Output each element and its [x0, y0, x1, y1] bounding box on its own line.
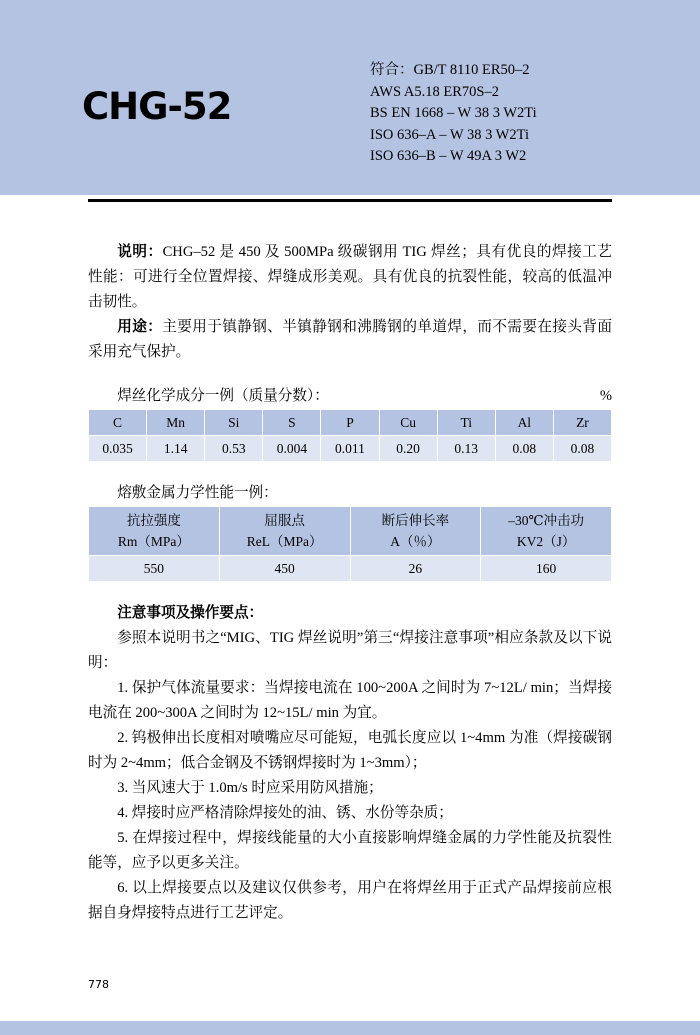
composition-header-al: Al — [495, 410, 553, 436]
usage-paragraph — [88, 315, 612, 365]
composition-table — [88, 409, 612, 462]
standard-2: BS EN 1668 – W 38 3 W2Ti — [370, 105, 537, 121]
table-header-row — [89, 507, 612, 556]
mechanical-value-yield: 450 — [219, 556, 350, 582]
composition-header-mn: Mn — [147, 410, 205, 436]
description-label: 说明： — [117, 244, 163, 260]
notes-item-1: 1. 保护气体流量要求：当焊接电流在 100~200A 之间时为 7~12L/ min；当焊接电流在 200~300A 之间时为 12~15L/ min 为宜。 — [88, 680, 612, 721]
mechanical-header-impact-line2: KV2（J） — [516, 534, 576, 549]
notes-item-5: 5. 在焊接过程中，焊接线能量的大小直接影响焊缝金属的力学性能及抗裂性能等，应予以更多关注。 — [88, 830, 612, 871]
notes-item-2: 2. 钨极伸出长度相对喷嘴应尽可能短，电弧长度应以 1~4mm 为准（焊接碳钢时为 2~4mm；低合金钢及不锈钢焊接时为 1~3mm）； — [88, 730, 612, 771]
description-text: CHG–52 是 450 及 500MPa 级碳钢用 TIG 焊丝；具有优良的焊接工艺性能：可进行全位置焊接、焊缝成形美观。具有优良的抗裂性能，较高的低温冲击韧性。 — [88, 244, 612, 310]
table-header-row — [89, 410, 612, 436]
composition-value-s: 0.004 — [263, 436, 321, 462]
mechanical-header-elongation — [350, 507, 481, 556]
composition-header-p: P — [321, 410, 379, 436]
mechanical-header-tensile-line2: Rm（MPa） — [117, 534, 190, 549]
composition-header-ti: Ti — [437, 410, 495, 436]
mechanical-header-tensile — [89, 507, 220, 556]
notes-title: 注意事项及操作要点： — [117, 605, 264, 621]
composition-header-cu: Cu — [379, 410, 437, 436]
description-paragraph — [88, 240, 612, 315]
spacer-1 — [88, 365, 612, 384]
table-row — [89, 436, 612, 462]
usage-label: 用途： — [117, 319, 163, 335]
standard-4: ISO 636–B – W 49A 3 W2 — [370, 148, 527, 164]
notes-item-4: 4. 焊接时应严格清除焊接处的油、锈、水份等杂质； — [117, 805, 453, 821]
mechanical-value-tensile: 550 — [89, 556, 220, 582]
composition-value-mn: 1.14 — [147, 436, 205, 462]
mechanical-header-tensile-line1: 抗拉强度 — [126, 513, 181, 528]
mechanical-value-elongation: 26 — [350, 556, 481, 582]
standards-row-0 — [370, 60, 537, 82]
standards-row-1 — [370, 82, 537, 104]
mechanical-header-elongation-line1: 断后伸长率 — [381, 513, 450, 528]
composition-value-zr: 0.08 — [553, 436, 611, 462]
standards-row-3 — [370, 125, 537, 147]
composition-value-ti: 0.13 — [437, 436, 495, 462]
standard-3: ISO 636–A – W 38 3 W2Ti — [370, 126, 529, 143]
composition-unit: % — [599, 388, 612, 404]
mechanical-header-yield-line1: 屈服点 — [264, 513, 305, 528]
composition-value-si: 0.53 — [205, 436, 263, 462]
spacer-3 — [88, 582, 612, 601]
mechanical-value-impact: 160 — [481, 556, 612, 582]
standards-label: 符合： — [370, 62, 414, 78]
composition-header-zr: Zr — [553, 410, 611, 436]
document-content — [88, 240, 612, 926]
notes-item-6: 6. 以上焊接要点以及建议仅供参考，用户在将焊丝用于正式产品焊接前应根据自身焊接特点进行工艺评定。 — [88, 880, 612, 921]
composition-value-c: 0.035 — [89, 436, 147, 462]
mechanical-header-impact — [481, 507, 612, 556]
composition-value-p: 0.011 — [321, 436, 379, 462]
standard-1: AWS A5.18 ER70S–2 — [370, 83, 499, 100]
composition-value-al: 0.08 — [495, 436, 553, 462]
header-divider — [88, 199, 612, 202]
standard-0: GB/T 8110 ER50–2 — [413, 62, 530, 78]
page-number: 778 — [88, 978, 109, 991]
composition-header-si: Si — [205, 410, 263, 436]
mechanical-caption — [88, 481, 612, 506]
page-title: CHG-52 — [82, 85, 232, 128]
composition-header-s: S — [263, 410, 321, 436]
composition-caption — [88, 384, 612, 409]
standards-row-2 — [370, 103, 537, 125]
mechanical-header-elongation-line2: A（％） — [390, 534, 441, 549]
table-row — [89, 556, 612, 582]
composition-header-c: C — [89, 410, 147, 436]
composition-caption-text: 焊丝化学成分一例（质量分数）： — [117, 388, 329, 404]
mechanical-table — [88, 506, 612, 582]
notes-intro: 参照本说明书之“MIG、TIG 焊丝说明”第三“焊接注意事项”相应条款及以下说明： — [88, 630, 612, 671]
mechanical-header-impact-line1: –30℃冲击功 — [508, 513, 585, 528]
standards-list — [370, 60, 537, 168]
spacer-2 — [88, 462, 612, 481]
mechanical-header-yield — [219, 507, 350, 556]
footer-band — [0, 1021, 700, 1035]
standards-row-4 — [370, 146, 537, 168]
mechanical-header-yield-line2: ReL（MPa） — [246, 534, 323, 549]
usage-text: 主要用于镇静钢、半镇静钢和沸腾钢的单道焊，而不需要在接头背面采用充气保护。 — [88, 319, 612, 360]
composition-value-cu: 0.20 — [379, 436, 437, 462]
notes-item-3: 3. 当风速大于 1.0m/s 时应采用防风措施； — [117, 780, 383, 796]
mechanical-caption-text: 熔敷金属力学性能一例： — [117, 485, 278, 501]
